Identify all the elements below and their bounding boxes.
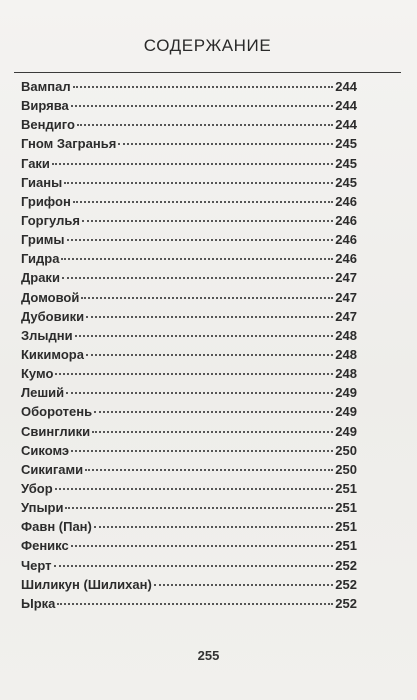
toc-entry-page: 249 [335, 404, 357, 420]
toc-entry-page: 247 [335, 308, 357, 324]
dot-leader [77, 124, 333, 126]
dot-leader [55, 488, 334, 490]
toc-entry-page: 252 [335, 576, 357, 592]
toc-entry-title: Свинглики [21, 423, 91, 439]
toc-entry-page: 251 [335, 538, 357, 554]
toc-entry-title: Дубовики [21, 308, 85, 324]
toc-entry [21, 536, 357, 555]
dot-leader [75, 335, 334, 337]
toc-entry-title: Сикомэ [21, 442, 70, 458]
toc-entry-page: 246 [335, 251, 357, 267]
dot-leader [86, 354, 333, 356]
toc-entry-title: Гримы [21, 232, 65, 248]
toc-entry-page: 251 [335, 500, 357, 516]
toc-entry-page: 246 [335, 232, 357, 248]
toc-entry-title: Гидра [21, 251, 60, 267]
toc-entry [21, 556, 357, 575]
contents-header [14, 32, 401, 73]
toc-entry [21, 364, 357, 383]
toc-entry-title: Убор [21, 480, 53, 496]
toc-entry [21, 134, 357, 153]
toc-entry-page: 244 [335, 79, 357, 94]
toc-entry-title: Ырка [21, 595, 56, 611]
toc-entry [21, 211, 357, 230]
toc-entry-page: 248 [335, 327, 357, 343]
dot-leader [52, 163, 333, 165]
toc-entry [21, 402, 357, 421]
toc-entry [21, 154, 357, 173]
dot-leader [61, 258, 333, 260]
toc-entry-title: Вирява [21, 98, 69, 114]
toc-entry-page: 250 [335, 442, 357, 458]
toc-entry-title: Горгулья [21, 212, 80, 228]
toc-entry-title: Фавн (Пан) [21, 519, 92, 535]
toc-entry [21, 479, 357, 498]
dot-leader [71, 105, 334, 107]
toc-entry [21, 96, 357, 115]
dot-leader [82, 220, 333, 222]
toc-entry-title: Гном Загранья [21, 136, 117, 152]
toc-entry [21, 441, 357, 460]
dot-leader [62, 277, 333, 279]
toc-entry-title: Сикигами [21, 461, 84, 477]
dot-leader [67, 239, 334, 241]
toc-entry-page: 251 [335, 519, 357, 535]
dot-leader [71, 545, 334, 547]
toc-entry [21, 249, 357, 268]
toc-entry [21, 230, 357, 249]
toc-entry-title: Драки [21, 270, 60, 286]
toc-entry [21, 173, 357, 192]
toc-entry-page: 245 [335, 136, 357, 152]
toc-entry-title: Вампал [21, 79, 71, 94]
toc-entry-page: 244 [335, 117, 357, 133]
toc-entry-title: Леший [21, 385, 65, 401]
toc-entry-title: Упыри [21, 500, 64, 516]
toc-entry-title: Шиликун (Шилихан) [21, 576, 152, 592]
toc-entry-title: Грифон [21, 193, 71, 209]
toc-entry [21, 326, 357, 345]
dot-leader [71, 450, 333, 452]
toc-entry-title: Феникс [21, 538, 69, 554]
toc-entry-page: 252 [335, 557, 357, 573]
toc-entry-page: 244 [335, 98, 357, 114]
toc-entry-title: Кикимора [21, 346, 84, 362]
dot-leader [55, 373, 333, 375]
dot-leader [73, 86, 334, 88]
dot-leader [85, 469, 333, 471]
toc-entry-title: Кумо [21, 366, 54, 382]
toc-entry-page: 250 [335, 461, 357, 477]
toc-entry-page: 247 [335, 270, 357, 286]
toc-entry-page: 246 [335, 193, 357, 209]
toc-entry-title: Злыдни [21, 327, 73, 343]
toc-entry [21, 192, 357, 211]
page-number: 255 [197, 648, 220, 663]
dot-leader [73, 201, 333, 203]
toc-entry-page: 251 [335, 480, 357, 496]
toc-entry-title: Домовой [21, 289, 80, 305]
toc-entry [21, 594, 357, 613]
dot-leader [81, 297, 333, 299]
toc-entry [21, 383, 357, 402]
dot-leader [86, 316, 333, 318]
dot-leader [57, 603, 333, 605]
toc-entry-title: Черт [21, 557, 52, 573]
page-title: СОДЕРЖАНИЕ [143, 36, 272, 55]
toc-entry [21, 268, 357, 287]
toc-entry [21, 115, 357, 134]
toc-entry [21, 575, 357, 594]
toc-entry-page: 249 [335, 423, 357, 439]
toc-entry [21, 345, 357, 364]
toc-entry-page: 247 [335, 289, 357, 305]
dot-leader [65, 507, 333, 509]
toc-entry [21, 288, 357, 307]
toc-entry-page: 248 [335, 346, 357, 362]
toc-entry-page: 248 [335, 366, 357, 382]
dot-leader [94, 526, 333, 528]
toc-entry-title: Гаки [21, 155, 50, 171]
dot-leader [54, 565, 334, 567]
toc-entry [21, 307, 357, 326]
toc-entry-page: 249 [335, 385, 357, 401]
table-of-contents [21, 77, 357, 613]
toc-entry [21, 517, 357, 536]
toc-entry [21, 77, 357, 96]
toc-entry-page: 245 [335, 174, 357, 190]
toc-entry [21, 422, 357, 441]
toc-entry-title: Гианы [21, 174, 63, 190]
dot-leader [118, 143, 333, 145]
dot-leader [94, 411, 333, 413]
toc-entry [21, 498, 357, 517]
dot-leader [64, 182, 333, 184]
toc-entry [21, 460, 357, 479]
dot-leader [92, 431, 333, 433]
dot-leader [154, 584, 334, 586]
toc-entry-page: 245 [335, 155, 357, 171]
toc-entry-title: Вендиго [21, 117, 75, 133]
toc-entry-page: 252 [335, 595, 357, 611]
dot-leader [66, 392, 333, 394]
toc-entry-title: Оборотень [21, 404, 93, 420]
toc-entry-page: 246 [335, 212, 357, 228]
